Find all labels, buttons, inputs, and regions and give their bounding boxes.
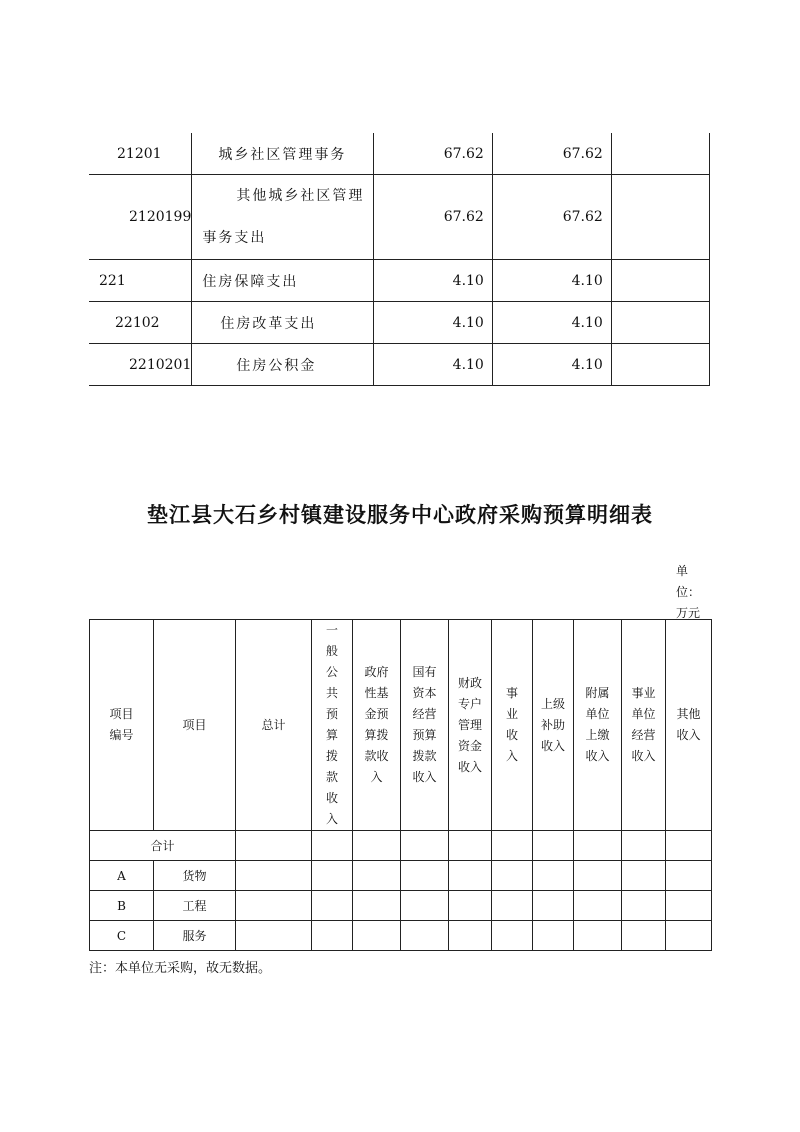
header-text: 项目编号 (109, 707, 134, 742)
empty-cell (666, 891, 712, 921)
header-text: 事业单位经营收入 (631, 686, 656, 763)
value-cell: 4.10 (373, 302, 492, 344)
name-cell: 货物 (154, 861, 236, 891)
empty-cell (533, 831, 574, 861)
table-row (90, 861, 712, 891)
table-row (89, 344, 710, 386)
code-text: 2210201 (129, 356, 192, 373)
empty-cell (353, 861, 401, 891)
code-cell (89, 260, 192, 302)
name-cell: 工程 (154, 891, 236, 921)
code-cell (89, 133, 192, 175)
unit-label: 单位：万元 (676, 564, 701, 620)
code-text: 21201 (117, 145, 162, 162)
header-cell (622, 620, 666, 831)
empty-cell (236, 891, 312, 921)
empty-cell (492, 921, 533, 951)
empty-cell (449, 831, 492, 861)
empty-cell (574, 921, 622, 951)
name-cell (192, 344, 374, 386)
total-label: 合计 (90, 831, 236, 861)
empty-cell (611, 302, 709, 344)
header-cell (666, 620, 712, 831)
empty-cell (611, 344, 709, 386)
name-text: 住房改革支出 (220, 315, 317, 332)
empty-cell (666, 831, 712, 861)
value-cell: 4.10 (492, 260, 611, 302)
code-text: 221 (99, 272, 126, 289)
name-text: 事务支出 (202, 230, 267, 246)
code-cell (89, 302, 192, 344)
name-cell (192, 133, 374, 175)
value-cell: 67.62 (492, 175, 611, 260)
empty-cell (611, 133, 709, 175)
header-text: 国有资本经营预算拨款收入 (412, 665, 437, 784)
name-cell (192, 260, 374, 302)
header-cell (401, 620, 449, 831)
value-cell: 4.10 (492, 344, 611, 386)
code-text: 22102 (115, 314, 160, 331)
code-cell (89, 175, 192, 260)
empty-cell (533, 921, 574, 951)
total-row (90, 831, 712, 861)
table-row (89, 133, 710, 175)
header-cell (533, 620, 574, 831)
header-cell (90, 620, 154, 831)
name-cell: 服务 (154, 921, 236, 951)
empty-cell (312, 921, 353, 951)
procurement-table (89, 619, 712, 951)
empty-cell (492, 861, 533, 891)
header-text: 其他收入 (676, 707, 701, 742)
name-cell (192, 175, 374, 260)
table-row (89, 260, 710, 302)
empty-cell (574, 831, 622, 861)
value-cell: 67.62 (373, 133, 492, 175)
value-cell: 4.10 (492, 302, 611, 344)
name-text: 城乡社区管理事务 (218, 146, 347, 163)
value-cell: 67.62 (492, 133, 611, 175)
header-cell (492, 620, 533, 831)
code-cell (89, 344, 192, 386)
footnote: 注：本单位无采购，故无数据。 (89, 961, 272, 976)
empty-cell (353, 831, 401, 861)
value-cell: 4.10 (373, 344, 492, 386)
empty-cell (236, 921, 312, 951)
header-cell (574, 620, 622, 831)
value-cell: 4.10 (373, 260, 492, 302)
empty-cell (353, 891, 401, 921)
header-text: 政府性基金预算拨款收入 (364, 665, 389, 784)
header-row (90, 620, 712, 831)
empty-cell (622, 831, 666, 861)
empty-cell (492, 891, 533, 921)
empty-cell (236, 831, 312, 861)
header-text: 项目 (182, 717, 207, 732)
empty-cell (401, 831, 449, 861)
value-cell: 67.62 (373, 175, 492, 260)
empty-cell (611, 260, 709, 302)
empty-cell (449, 921, 492, 951)
code-cell: B (90, 891, 154, 921)
expenditure-table (89, 133, 710, 386)
name-text: 住房公积金 (236, 357, 317, 374)
header-text: 财政专户管理资金收入 (457, 675, 482, 774)
header-cell (449, 620, 492, 831)
header-text: 事业收入 (505, 686, 518, 763)
header-cell (353, 620, 401, 831)
empty-cell (611, 175, 709, 260)
empty-cell (401, 921, 449, 951)
empty-cell (666, 921, 712, 951)
empty-cell (622, 861, 666, 891)
header-text: 附属单位上缴收入 (585, 686, 610, 763)
header-cell (236, 620, 312, 831)
table-row (90, 921, 712, 951)
page-title: 垫江县大石乡村镇建设服务中心政府采购预算明细表 (147, 502, 653, 527)
header-cell (154, 620, 236, 831)
empty-cell (533, 891, 574, 921)
table-row (90, 891, 712, 921)
empty-cell (236, 861, 312, 891)
header-cell (312, 620, 353, 831)
empty-cell (312, 891, 353, 921)
header-text: 一般公共预算拨款收入 (325, 623, 338, 826)
header-text: 上级补助收入 (540, 696, 565, 753)
empty-cell (401, 891, 449, 921)
empty-cell (622, 891, 666, 921)
name-text: 其他城乡社区管理 (236, 188, 365, 204)
table-row (89, 302, 710, 344)
empty-cell (312, 831, 353, 861)
code-text: 2120199 (129, 209, 192, 225)
name-cell (192, 302, 374, 344)
empty-cell (533, 861, 574, 891)
header-text: 总计 (261, 717, 286, 732)
empty-cell (401, 861, 449, 891)
empty-cell (492, 831, 533, 861)
table-row (89, 175, 710, 260)
empty-cell (666, 861, 712, 891)
empty-cell (353, 921, 401, 951)
empty-cell (622, 921, 666, 951)
empty-cell (312, 861, 353, 891)
empty-cell (574, 861, 622, 891)
code-cell: C (90, 921, 154, 951)
name-text: 住房保障支出 (202, 273, 299, 290)
code-cell: A (90, 861, 154, 891)
empty-cell (449, 861, 492, 891)
empty-cell (449, 891, 492, 921)
empty-cell (574, 891, 622, 921)
